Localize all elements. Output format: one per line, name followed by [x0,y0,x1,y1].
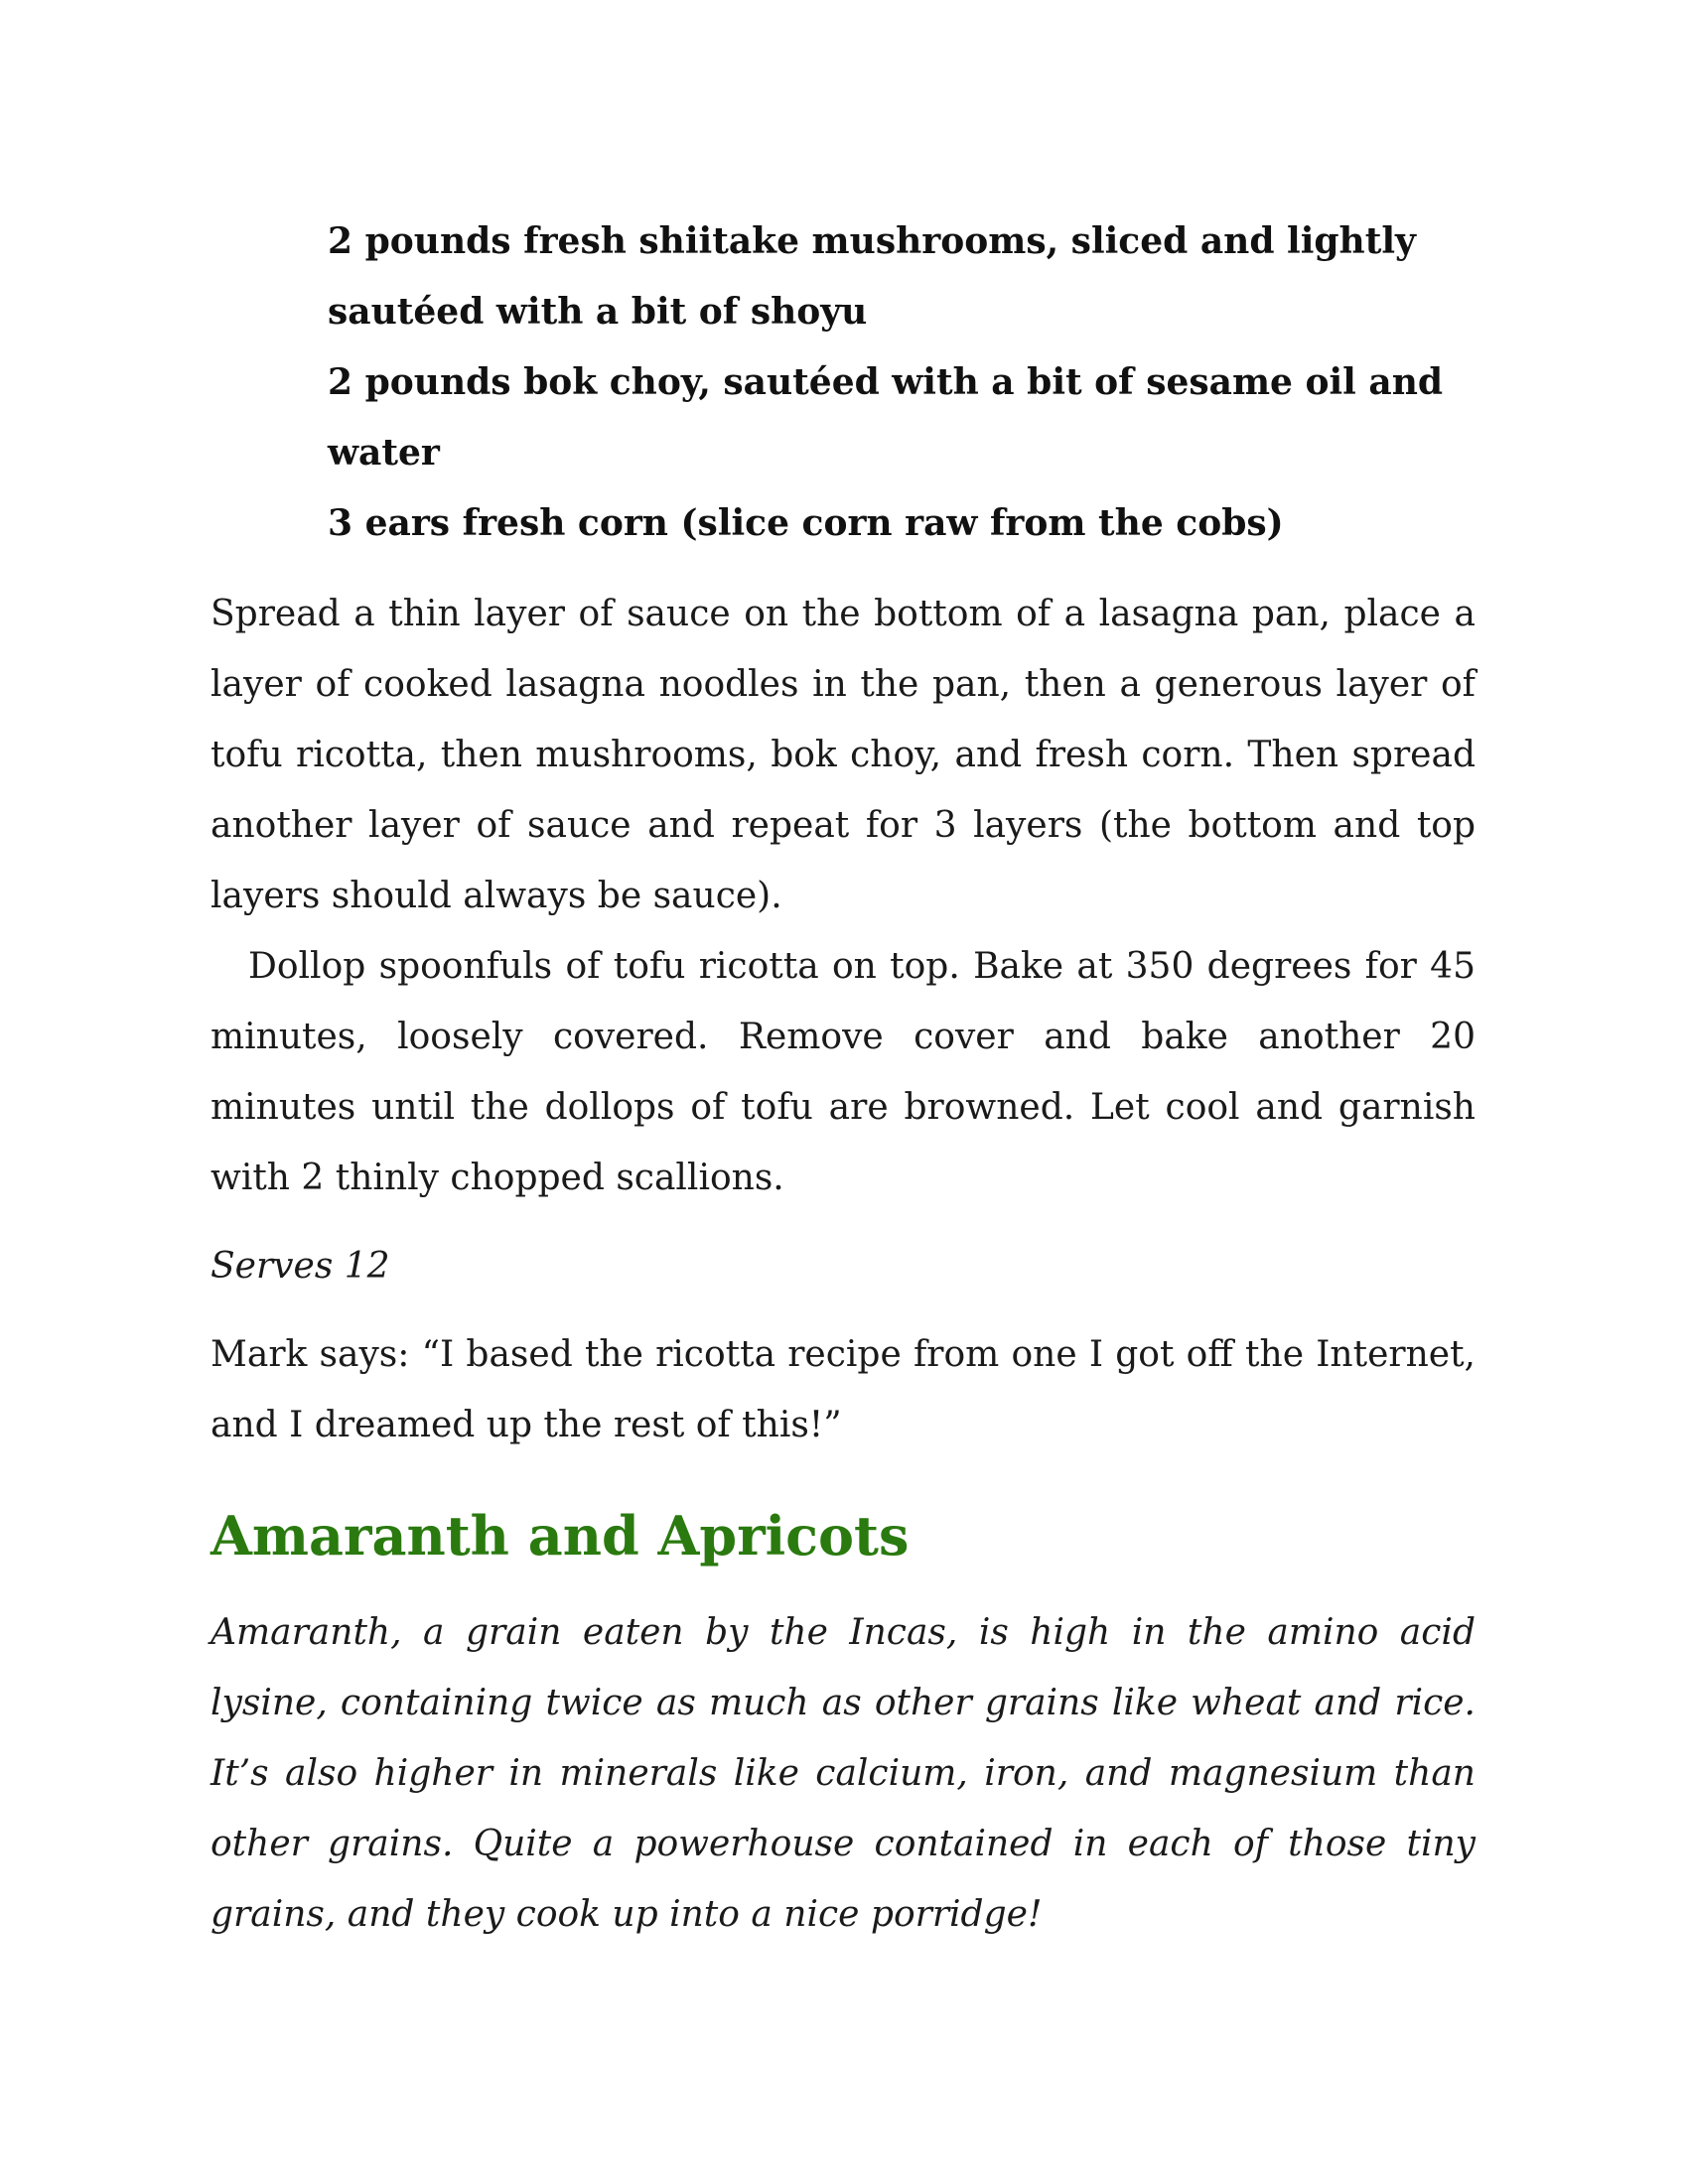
author-quote: Mark says: “I based the ricotta recipe from one I got off the Internet, and I dreamed up the rest of this!” [211,1334,1476,1445]
recipe-title: Amaranth and Apricots [211,1504,910,1568]
instruction-paragraph: Dollop spoonfuls of tofu ricotta on top. Bake at 350 degrees for 45 minutes, loosely covered. Remove cover and bake another 20 minutes until the dollops of tofu are browned. Let cool and garnish with 2 thinly chopped scallions. [211,946,1476,1198]
recipe-page [211,206,1476,1950]
serves-note: Serves 12 [211,1246,390,1287]
ingredient-item: 3 ears fresh corn (slice corn raw from the cobs) [328,502,1284,544]
recipe-intro: Amaranth, a grain eaten by the Incas, is high in the amino acid lysine, containing twice as much as other grains like wheat and rice. It’s also higher in minerals like calcium, iron, and magnesium than other grains. Quite a powerhouse contained in each of those tiny grains, and they cook up into a nice porridge! [211,1612,1476,1935]
ingredient-item: 2 pounds bok choy, sautéed with a bit of sesame oil and water [328,361,1444,474]
ingredient-list [328,206,1476,559]
ingredient-item: 2 pounds fresh shiitake mushrooms, sliced and lightly sautéed with a bit of shoyu [328,220,1416,333]
instruction-paragraph: Spread a thin layer of sauce on the bottom of a lasagna pan, place a layer of cooked lasagna noodles in the pan, then a generous layer of tofu ricotta, then mushrooms, bok choy, and fresh corn. Then spread another layer of sauce and repeat for 3 layers (the bottom and top layers should always be sauce). [211,594,1476,916]
